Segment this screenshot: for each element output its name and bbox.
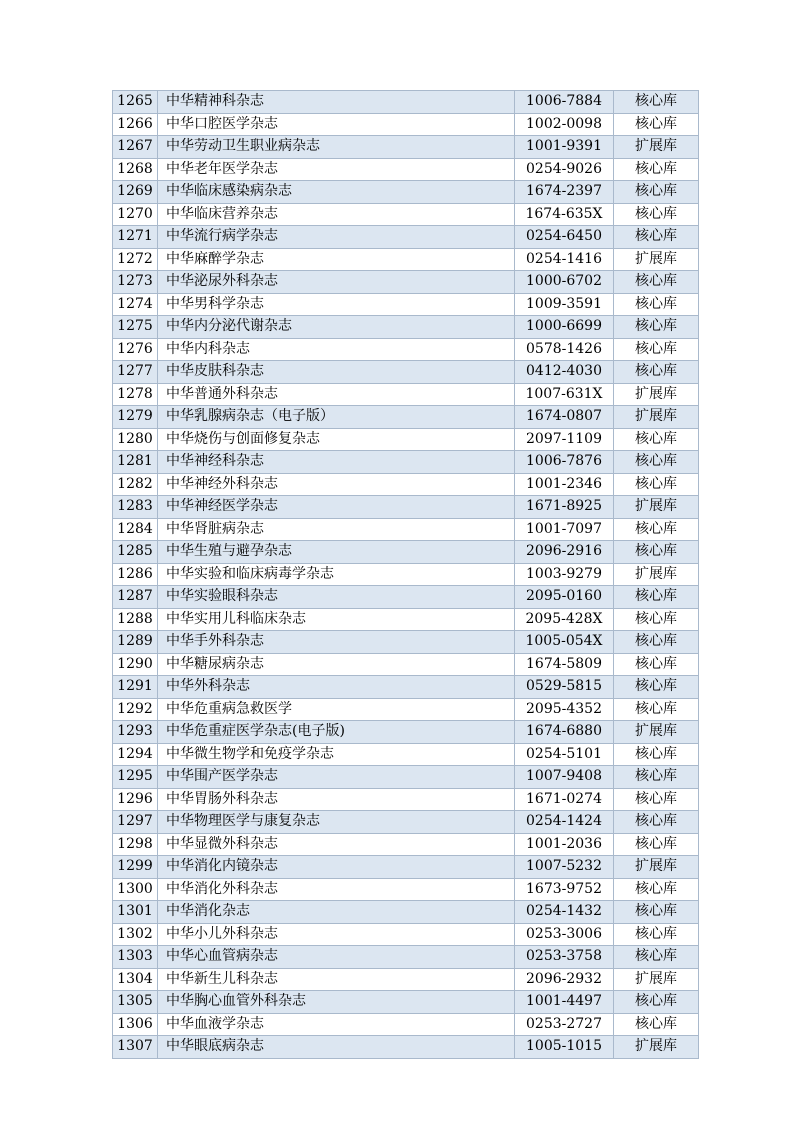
journal-name: 中华乳腺病杂志（电子版） [158,406,515,429]
table-row [113,788,699,811]
table-row [113,743,699,766]
row-number: 1267 [113,136,158,159]
database-type: 核心库 [614,833,699,856]
journal-issn: 1674-5809 [515,653,614,676]
journal-name: 中华实验眼科杂志 [158,586,515,609]
row-number: 1290 [113,653,158,676]
database-type: 核心库 [614,631,699,654]
journal-issn: 0254-1424 [515,811,614,834]
journal-issn: 0254-1416 [515,248,614,271]
database-type: 扩展库 [614,968,699,991]
journal-name: 中华实用儿科临床杂志 [158,608,515,631]
table-row [113,248,699,271]
journal-issn: 1002-0098 [515,113,614,136]
journal-issn: 0253-3006 [515,923,614,946]
journal-name: 中华内科杂志 [158,338,515,361]
journal-issn: 1006-7884 [515,91,614,114]
journal-name: 中华消化内镜杂志 [158,856,515,879]
database-type: 核心库 [614,811,699,834]
table-row [113,856,699,879]
row-number: 1275 [113,316,158,339]
table-row [113,833,699,856]
table-row [113,811,699,834]
journal-issn: 1001-2036 [515,833,614,856]
table-row [113,113,699,136]
journal-issn: 0254-1432 [515,901,614,924]
database-type: 核心库 [614,901,699,924]
journal-issn: 1007-5232 [515,856,614,879]
database-type: 核心库 [614,113,699,136]
table-row [113,136,699,159]
row-number: 1300 [113,878,158,901]
table-row [113,383,699,406]
journal-issn: 1673-9752 [515,878,614,901]
journal-issn: 1000-6699 [515,316,614,339]
row-number: 1306 [113,1013,158,1036]
journal-issn: 2097-1109 [515,428,614,451]
database-type: 扩展库 [614,383,699,406]
row-number: 1287 [113,586,158,609]
journal-name: 中华神经外科杂志 [158,473,515,496]
database-type: 扩展库 [614,496,699,519]
database-type: 核心库 [614,451,699,474]
table-row [113,518,699,541]
row-number: 1296 [113,788,158,811]
journal-name: 中华消化杂志 [158,901,515,924]
table-row [113,563,699,586]
journal-issn: 0253-2727 [515,1013,614,1036]
journal-issn: 1674-6880 [515,721,614,744]
journal-name: 中华泌尿外科杂志 [158,271,515,294]
database-type: 核心库 [614,473,699,496]
database-type: 核心库 [614,158,699,181]
row-number: 1307 [113,1036,158,1059]
row-number: 1292 [113,698,158,721]
row-number: 1305 [113,991,158,1014]
journal-issn: 1671-0274 [515,788,614,811]
journal-name: 中华烧伤与创面修复杂志 [158,428,515,451]
row-number: 1283 [113,496,158,519]
journal-issn: 1006-7876 [515,451,614,474]
row-number: 1272 [113,248,158,271]
row-number: 1282 [113,473,158,496]
journal-name: 中华临床营养杂志 [158,203,515,226]
database-type: 核心库 [614,878,699,901]
database-type: 核心库 [614,653,699,676]
journal-table-body [113,91,699,1059]
table-row [113,608,699,631]
journal-issn: 1005-054X [515,631,614,654]
row-number: 1303 [113,946,158,969]
journal-issn: 1001-9391 [515,136,614,159]
journal-name: 中华实验和临床病毒学杂志 [158,563,515,586]
table-row [113,721,699,744]
table-row [113,698,699,721]
journal-name: 中华普通外科杂志 [158,383,515,406]
database-type: 核心库 [614,923,699,946]
row-number: 1289 [113,631,158,654]
journal-name: 中华危重症医学杂志(电子版) [158,721,515,744]
table-row [113,1036,699,1059]
journal-issn: 0253-3758 [515,946,614,969]
journal-issn: 2096-2916 [515,541,614,564]
journal-issn: 2095-0160 [515,586,614,609]
journal-name: 中华男科学杂志 [158,293,515,316]
journal-issn: 0412-4030 [515,361,614,384]
journal-name: 中华手外科杂志 [158,631,515,654]
database-type: 核心库 [614,1013,699,1036]
journal-name: 中华围产医学杂志 [158,766,515,789]
row-number: 1297 [113,811,158,834]
row-number: 1279 [113,406,158,429]
table-row [113,766,699,789]
table-row [113,406,699,429]
journal-issn: 0254-5101 [515,743,614,766]
row-number: 1281 [113,451,158,474]
database-type: 扩展库 [614,856,699,879]
database-type: 扩展库 [614,1036,699,1059]
table-row [113,991,699,1014]
database-type: 扩展库 [614,136,699,159]
table-row [113,901,699,924]
journal-issn: 1007-9408 [515,766,614,789]
journal-issn: 2095-428X [515,608,614,631]
table-row [113,158,699,181]
database-type: 扩展库 [614,563,699,586]
database-type: 核心库 [614,698,699,721]
row-number: 1295 [113,766,158,789]
journal-issn: 2095-4352 [515,698,614,721]
table-row [113,203,699,226]
database-type: 扩展库 [614,248,699,271]
database-type: 核心库 [614,608,699,631]
row-number: 1276 [113,338,158,361]
table-row [113,946,699,969]
row-number: 1294 [113,743,158,766]
database-type: 扩展库 [614,721,699,744]
table-row [113,496,699,519]
journal-issn: 1005-1015 [515,1036,614,1059]
journal-name: 中华麻醉学杂志 [158,248,515,271]
journal-name: 中华神经科杂志 [158,451,515,474]
table-row [113,271,699,294]
journal-issn: 0529-5815 [515,676,614,699]
journal-issn: 1674-0807 [515,406,614,429]
database-type: 核心库 [614,271,699,294]
journal-name: 中华外科杂志 [158,676,515,699]
journal-name: 中华糖尿病杂志 [158,653,515,676]
table-row [113,451,699,474]
database-type: 核心库 [614,946,699,969]
journal-name: 中华临床感染病杂志 [158,181,515,204]
table-row [113,428,699,451]
database-type: 核心库 [614,586,699,609]
journal-issn: 0254-9026 [515,158,614,181]
journal-name: 中华胸心血管外科杂志 [158,991,515,1014]
row-number: 1291 [113,676,158,699]
journal-issn: 1001-4497 [515,991,614,1014]
row-number: 1265 [113,91,158,114]
journal-name: 中华物理医学与康复杂志 [158,811,515,834]
database-type: 核心库 [614,203,699,226]
journal-name: 中华肾脏病杂志 [158,518,515,541]
table-row [113,676,699,699]
row-number: 1271 [113,226,158,249]
row-number: 1269 [113,181,158,204]
journal-name: 中华生殖与避孕杂志 [158,541,515,564]
row-number: 1270 [113,203,158,226]
row-number: 1268 [113,158,158,181]
row-number: 1285 [113,541,158,564]
table-row [113,968,699,991]
journal-table [112,90,699,1059]
database-type: 扩展库 [614,406,699,429]
table-row [113,91,699,114]
database-type: 核心库 [614,428,699,451]
database-type: 核心库 [614,766,699,789]
row-number: 1278 [113,383,158,406]
database-type: 核心库 [614,788,699,811]
table-row [113,181,699,204]
journal-issn: 1674-635X [515,203,614,226]
database-type: 核心库 [614,991,699,1014]
row-number: 1304 [113,968,158,991]
row-number: 1298 [113,833,158,856]
journal-issn: 0578-1426 [515,338,614,361]
row-number: 1293 [113,721,158,744]
journal-issn: 1000-6702 [515,271,614,294]
journal-name: 中华流行病学杂志 [158,226,515,249]
row-number: 1273 [113,271,158,294]
row-number: 1274 [113,293,158,316]
table-row [113,923,699,946]
database-type: 核心库 [614,293,699,316]
database-type: 核心库 [614,91,699,114]
database-type: 核心库 [614,541,699,564]
journal-name: 中华口腔医学杂志 [158,113,515,136]
row-number: 1301 [113,901,158,924]
table-row [113,473,699,496]
table-row [113,338,699,361]
journal-name: 中华心血管病杂志 [158,946,515,969]
database-type: 核心库 [614,743,699,766]
database-type: 核心库 [614,676,699,699]
journal-issn: 1009-3591 [515,293,614,316]
row-number: 1266 [113,113,158,136]
database-type: 核心库 [614,316,699,339]
table-row [113,293,699,316]
row-number: 1299 [113,856,158,879]
table-row [113,316,699,339]
journal-issn: 1001-7097 [515,518,614,541]
table-row [113,586,699,609]
database-type: 核心库 [614,226,699,249]
table-row [113,361,699,384]
table-row [113,1013,699,1036]
journal-issn: 0254-6450 [515,226,614,249]
journal-name: 中华显微外科杂志 [158,833,515,856]
journal-name: 中华血液学杂志 [158,1013,515,1036]
row-number: 1302 [113,923,158,946]
journal-name: 中华内分泌代谢杂志 [158,316,515,339]
journal-name: 中华新生儿科杂志 [158,968,515,991]
journal-name: 中华危重病急救医学 [158,698,515,721]
journal-name: 中华神经医学杂志 [158,496,515,519]
journal-name: 中华眼底病杂志 [158,1036,515,1059]
journal-issn: 1007-631X [515,383,614,406]
journal-name: 中华劳动卫生职业病杂志 [158,136,515,159]
journal-name: 中华皮肤科杂志 [158,361,515,384]
table-row [113,653,699,676]
journal-name: 中华胃肠外科杂志 [158,788,515,811]
table-row [113,541,699,564]
row-number: 1284 [113,518,158,541]
journal-name: 中华小儿外科杂志 [158,923,515,946]
journal-issn: 1003-9279 [515,563,614,586]
table-row [113,631,699,654]
row-number: 1280 [113,428,158,451]
journal-name: 中华老年医学杂志 [158,158,515,181]
journal-issn: 1674-2397 [515,181,614,204]
journal-issn: 1001-2346 [515,473,614,496]
journal-name: 中华消化外科杂志 [158,878,515,901]
row-number: 1286 [113,563,158,586]
database-type: 核心库 [614,338,699,361]
journal-issn: 2096-2932 [515,968,614,991]
database-type: 核心库 [614,518,699,541]
journal-name: 中华微生物学和免疫学杂志 [158,743,515,766]
row-number: 1288 [113,608,158,631]
database-type: 核心库 [614,181,699,204]
journal-issn: 1671-8925 [515,496,614,519]
database-type: 核心库 [614,361,699,384]
table-row [113,878,699,901]
row-number: 1277 [113,361,158,384]
journal-name: 中华精神科杂志 [158,91,515,114]
table-row [113,226,699,249]
